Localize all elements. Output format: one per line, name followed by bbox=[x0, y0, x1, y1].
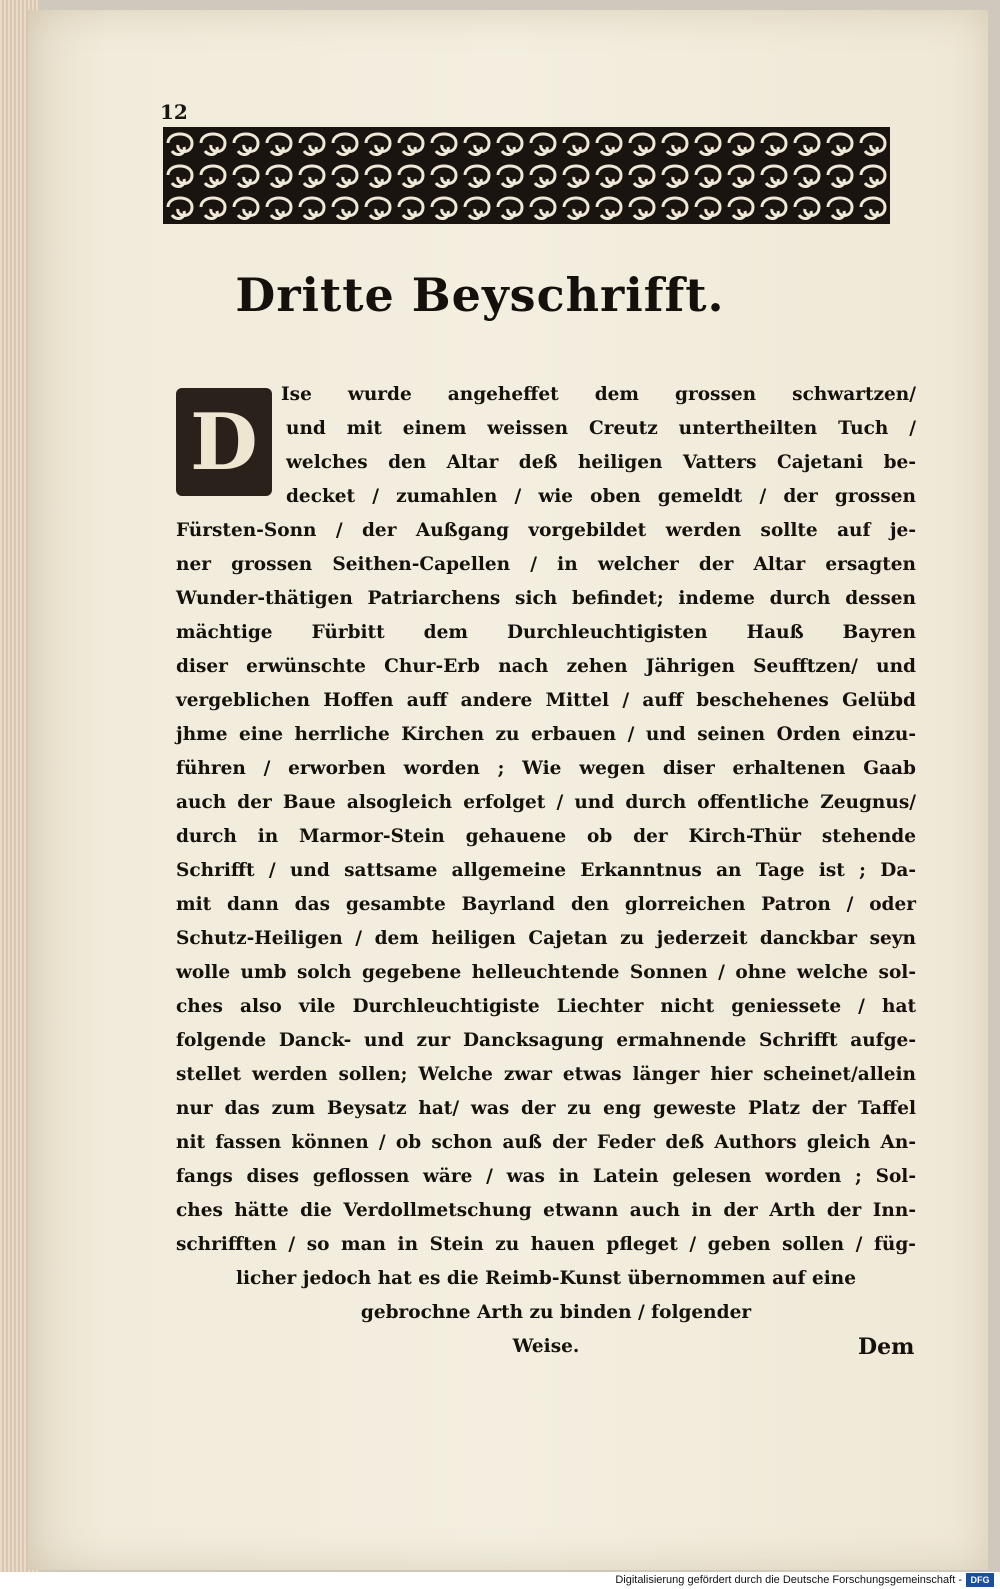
ornamental-border-band bbox=[163, 127, 890, 224]
text-line: vergeblichen Hoffen auff andere Mittel / auff beschehenes Gelübd bbox=[176, 690, 916, 711]
text-line: ches also vile Durchleuchtigiste Liechter nicht geniessete / hat bbox=[176, 996, 916, 1017]
text-line: Fürsten-Sonn / der Außgang vorgebildet werden sollte auf je- bbox=[176, 520, 916, 541]
text-line: ner grossen Seithen-Capellen / in welcher der Altar ersagten bbox=[176, 554, 916, 575]
text-line: decket / zumahlen / wie oben gemeldt / der grossen bbox=[286, 486, 916, 507]
body-text bbox=[176, 378, 916, 1357]
text-line: Schrifft / und sattsame allgemeine Erkanntnus an Tage ist ; Da- bbox=[176, 860, 916, 881]
page-number: 12 bbox=[160, 100, 188, 124]
text-line: Schutz-Heiligen / dem heiligen Cajetan zu jederzeit danckbar seyn bbox=[176, 928, 916, 949]
text-line: führen / erworben worden ; Wie wegen diser erhaltenen Gaab bbox=[176, 758, 916, 779]
text-line: gebrochne Arth zu binden / folgender bbox=[360, 1302, 752, 1323]
catchword: Dem bbox=[858, 1334, 915, 1360]
dfg-logo: DFG bbox=[966, 1573, 994, 1587]
footer-credit: Digitalisierung gefördert durch die Deutsche Forschungsgemeinschaft - bbox=[615, 1574, 962, 1586]
text-line: nit fassen können / ob schon auß der Feder deß Authors gleich An- bbox=[176, 1132, 916, 1153]
drop-initial: D bbox=[176, 388, 272, 496]
text-line: fangs dises geflossen wäre / was in Latein gelesen worden ; Sol- bbox=[176, 1166, 916, 1187]
text-line: folgende Danck- und zur Dancksagung ermahnende Schrifft aufge- bbox=[176, 1030, 916, 1051]
text-line: ches hätte die Verdollmetschung etwann auch in der Arth der Inn- bbox=[176, 1200, 916, 1221]
text-line: mit dann das gesambte Bayrland den glorreichen Patron / oder bbox=[176, 894, 916, 915]
text-line: Wunder-thätigen Patriarchens sich befindet; indeme durch dessen bbox=[176, 588, 916, 609]
section-title: Dritte Beyschrifft. bbox=[235, 268, 725, 322]
text-line: licher jedoch hat es die Reimb-Kunst übernommen auf eine bbox=[236, 1268, 856, 1289]
text-line: und mit einem weissen Creutz untertheilten Tuch / bbox=[286, 418, 916, 439]
text-line: auch der Baue alsogleich erfolget / und durch offentliche Zeugnus/ bbox=[176, 792, 916, 813]
text-line: Weise. bbox=[512, 1336, 580, 1357]
text-line: stellet werden sollen; Welche zwar etwas länger hier scheinet/allein bbox=[176, 1064, 916, 1085]
text-line: Ise wurde angeheffet dem grossen schwartzen/ bbox=[281, 384, 916, 405]
text-line: nur das zum Beysatz hat/ was der zu eng geweste Platz der Taffel bbox=[176, 1098, 916, 1119]
text-line: welches den Altar deß heiligen Vatters Cajetani be- bbox=[286, 452, 916, 473]
text-line: mächtige Fürbitt dem Durchleuchtigisten Hauß Bayren bbox=[176, 622, 916, 643]
text-line: durch in Marmor-Stein gehauene ob der Kirch-Thür stehende bbox=[176, 826, 916, 847]
text-line: wolle umb solch gegebene helleuchtende Sonnen / ohne welche sol- bbox=[176, 962, 916, 983]
text-line: diser erwünschte Chur-Erb nach zehen Jährigen Seufftzen/ und bbox=[176, 656, 916, 677]
text-line: schrifften / so man in Stein zu hauen pfleget / geben sollen / füg- bbox=[176, 1234, 916, 1255]
text-line: jhme eine herrliche Kirchen zu erbauen / und seinen Orden einzu- bbox=[176, 724, 916, 745]
